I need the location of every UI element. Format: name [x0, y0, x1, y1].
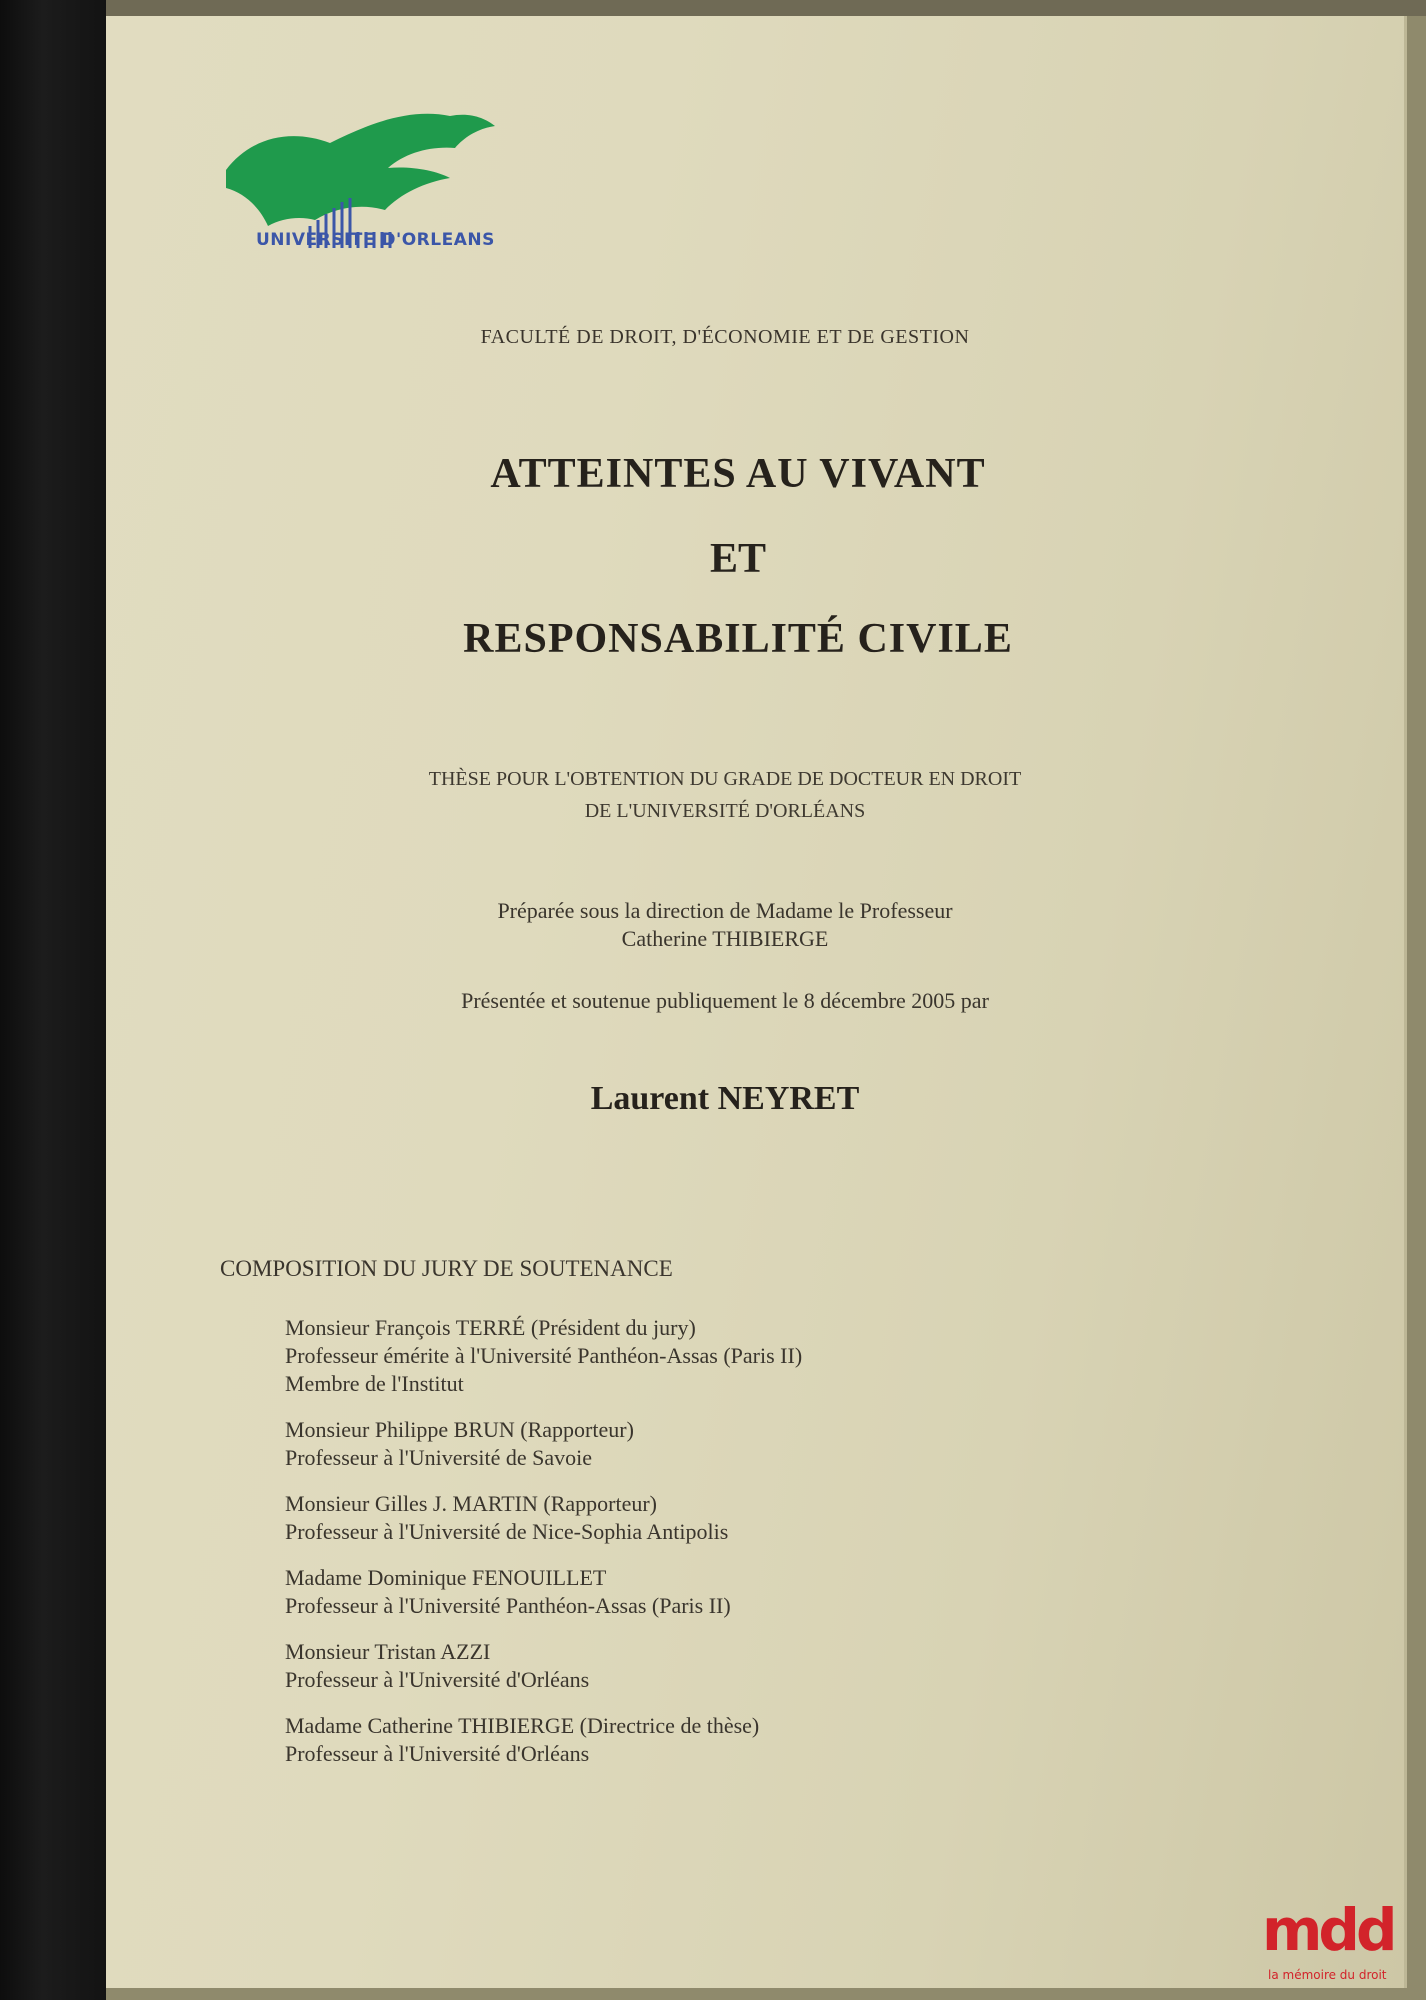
- author-name: Laurent NEYRET: [590, 1080, 860, 1117]
- mdd-logo: mdd: [1262, 1896, 1394, 1964]
- jury-list: [285, 1314, 1185, 1786]
- jury-member-title: Professeur à l'Université de Savoie: [285, 1445, 592, 1470]
- faculty-name: FACULTÉ DE DROIT, D'ÉCONOMIE ET DE GESTION: [480, 326, 970, 348]
- jury-member: [285, 1314, 1185, 1398]
- jury-member: [285, 1564, 1185, 1620]
- jury-member-name: Madame Catherine THIBIERGE (Directrice de thèse): [285, 1713, 760, 1738]
- jury-member: [285, 1490, 1185, 1546]
- defense-date: Présentée et soutenue publiquement le 8 décembre 2005 par: [461, 988, 989, 1013]
- mdd-watermark: [1262, 1896, 1422, 1990]
- thesis-title-line-1: ATTEINTES AU VIVANT: [490, 451, 986, 497]
- jury-member-title: Professeur à l'Université de Nice-Sophia Antipolis: [285, 1519, 729, 1544]
- university-logo-text: UNIVERSITE D'ORLEANS: [256, 230, 495, 250]
- jury-member-name: Monsieur François TERRÉ (Président du jury): [285, 1315, 696, 1340]
- jury-member-name: Monsieur Gilles J. MARTIN (Rapporteur): [285, 1491, 658, 1516]
- jury-member: [285, 1638, 1185, 1694]
- degree-line-2: DE L'UNIVERSITÉ D'ORLÉANS: [584, 800, 866, 822]
- jury-member-title: Professeur à l'Université d'Orléans: [285, 1667, 590, 1692]
- jury-member-title: Professeur à l'Université d'Orléans: [285, 1741, 590, 1766]
- background-strip: [60, 0, 1426, 16]
- jury-member-extra: Membre de l'Institut: [285, 1371, 464, 1396]
- supervision-line-2: Catherine THIBIERGE: [621, 926, 829, 951]
- thesis-title-line-3: RESPONSABILITÉ CIVILE: [463, 616, 1013, 662]
- jury-member-name: Monsieur Tristan AZZI: [285, 1639, 491, 1664]
- jury-member-title: Professeur émérite à l'Université Panthéon-Assas (Paris II): [285, 1343, 803, 1368]
- thesis-title-line-2: ET: [709, 536, 767, 582]
- jury-member-name: Monsieur Philippe BRUN (Rapporteur): [285, 1417, 634, 1442]
- jury-member: [285, 1416, 1185, 1472]
- jury-heading: COMPOSITION DU JURY DE SOUTENANCE: [220, 1256, 673, 1281]
- degree-line-1: THÈSE POUR L'OBTENTION DU GRADE DE DOCTEUR EN DROIT: [428, 768, 1022, 790]
- supervision-line-1: Préparée sous la direction de Madame le Professeur: [497, 898, 953, 923]
- jury-member-name: Madame Dominique FENOUILLET: [285, 1565, 607, 1590]
- black-binding: [0, 0, 106, 2000]
- jury-member-title: Professeur à l'Université Panthéon-Assas (Paris II): [285, 1593, 731, 1618]
- mdd-subtitle: la mémoire du droit: [1268, 1968, 1387, 1982]
- jury-member: [285, 1712, 1185, 1768]
